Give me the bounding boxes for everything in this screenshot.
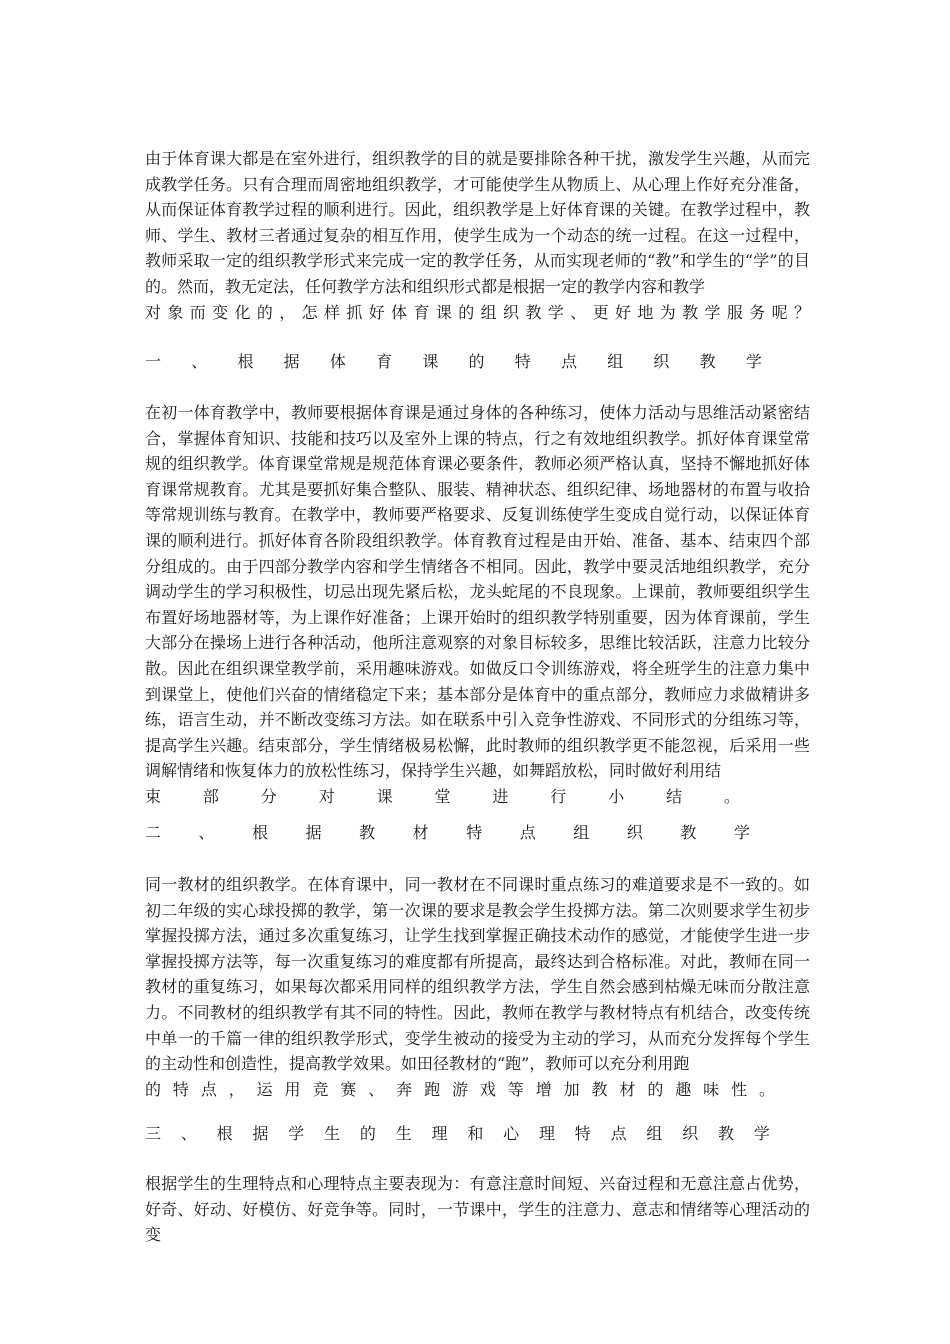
intro-last-line: 对象而变化的，怎样抓好体育课的组织教学、更好地为教学服务呢？: [145, 302, 810, 322]
section-2-text: 同一教材的组织教学。在体育课中，同一教材在不同课时重点练习的难道要求是不一致的。如初二年级的实心球投掷的教学，第一次课的要求是教会学生投掷方法。第二次则要求学生初步掌握投掷方法，通过多次重复练习，让学生找到掌握正确技术动作的感觉，才能使学生进一步掌握投掷方法等，每一次重复练习的难度都有所提高，最终达到合格标准。对此，教师在同一教材的重复练习，如果每次都采用同样的组织教学方法，学生自然会感到枯燥无味而分散注意力。不同教材的组织教学有其不同的特性。因此，教师在教学与教材特点有机结合，改变传统中单一的千篇一律的组织教学形式，变学生被动的接受为主动的学习，从而充分发挥每个学生的主动性和创造性，提高教学效果。如田径教材的“跑”，教师可以充分利用跑: [145, 875, 810, 1074]
heading-char: 二: [145, 823, 162, 842]
heading-char: 特: [574, 1124, 591, 1143]
section-1-paragraph: [145, 400, 810, 810]
heading-char: 点: [519, 823, 536, 842]
intro-paragraph: [145, 146, 810, 325]
heading-char: 心: [503, 1124, 520, 1143]
section-heading-1: [145, 349, 762, 375]
heading-char: 课: [422, 352, 439, 371]
heading-char: 组: [607, 352, 624, 371]
heading-char: 、: [198, 823, 215, 842]
heading-char: 点: [610, 1124, 627, 1143]
heading-char: 的: [359, 1124, 376, 1143]
heading-char: 育: [376, 352, 393, 371]
section-3-paragraph: [145, 1171, 810, 1248]
heading-char: 三: [145, 1124, 162, 1143]
heading-char: 学: [753, 1124, 770, 1143]
heading-char: 理: [431, 1124, 448, 1143]
heading-char: 组: [573, 823, 590, 842]
heading-char: 据: [283, 352, 300, 371]
heading-char: 教: [359, 823, 376, 842]
heading-char: 根: [252, 823, 269, 842]
heading-char: 学: [288, 1124, 305, 1143]
heading-char: 特: [466, 823, 483, 842]
heading-char: 教: [699, 352, 716, 371]
heading-char: 生: [324, 1124, 341, 1143]
heading-char: 理: [538, 1124, 555, 1143]
heading-char: 教: [680, 823, 697, 842]
heading-char: 一: [145, 352, 162, 371]
intro-text: 由于体育课大都是在室外进行，组织教学的目的就是要排除各种干扰，激发学生兴趣，从而完成教学任务。只有合理而周密地组织教学，才可能使学生从物质上、从心理上作好充分准备，从而保证体育教学过程的顺利进行。因此，组织教学是上好体育课的关键。在教学过程中，教师、学生、教材三者通过复杂的相互作用，使学生成为一个动态的统一过程。在这一过程中，教师采取一定的组织教学形式来完成一定的教学任务，从而实现老师的“教”和学生的“学”的目的。然而，教无定法，任何教学方法和组织形式都是根据一定的教学内容和教学: [145, 149, 810, 296]
heading-char: 的: [468, 352, 485, 371]
heading-char: 和: [467, 1124, 484, 1143]
section-heading-3: [145, 1121, 770, 1147]
heading-char: 织: [626, 823, 643, 842]
heading-char: 据: [305, 823, 322, 842]
section-2-last-line: 的特点，运用竞赛、奔跑游戏等增加教材的趣味性。: [145, 1079, 775, 1099]
heading-char: 根: [216, 1124, 233, 1143]
heading-char: 特: [514, 352, 531, 371]
heading-char: 织: [653, 352, 670, 371]
heading-char: 材: [412, 823, 429, 842]
heading-char: 据: [252, 1124, 269, 1143]
heading-char: 生: [395, 1124, 412, 1143]
heading-char: 学: [733, 823, 750, 842]
section-1-text: 在初一体育教学中，教师要根据体育课是通过身体的各种练习，使体力活动与思维活动紧密结合，掌握体育知识、技能和技巧以及室外上课的特点，行之有效地组织教学。抓好体育课堂常规的组织教学。体育课堂常规是规范体育课必要条件，教师必须严格认真，坚持不懈地抓好体育课常规教育。尤其是要抓好集合整队、服装、精神状态、组织纪律、场地器材的布置与收拾等常规训练与教育。在教学中，教师要严格要求、反复训练使学生变成自觉行动，以保证体育课的顺利进行。抓好体育各阶段组织教学。体育教育过程是由开始、准备、基本、结束四个部分组成的。由于四部分教学内容和学生情绪各不相同。因此，教学中要灵活地组织教学，充分调动学生的学习积极性，切忌出现先紧后松，龙头蛇尾的不良现象。上课前，教师要组织学生布置好场地器材等，为上课作好准备；上课开始时的组织教学特别重要，因为体育课前，学生大部分在操场上进行各种活动，他所注意观察的对象目标较多，思维比较活跃，注意力比较分散。因此在组织课堂教学前，采用趣味游戏。如做反口令训练游戏，将全班学生的注意力集中到课堂上，使他们兴奋的情绪稳定下来；基本部分是体育中的重点部分，教师应力求做精讲多练，语言生动，并不断改变练习方法。如在联系中引入竞争性游戏、不同形式的分组练习等，提高学生兴趣。结束部分，学生情绪极易松懈，此时教师的组织教学更不能忽视，后采用一些调解情绪和恢复体力的放松性练习，保持学生兴趣，如舞蹈放松，同时做好利用结: [145, 403, 810, 781]
section-1-last-line: 束部分对课堂进行小结。: [145, 786, 740, 806]
heading-char: 、: [180, 1124, 197, 1143]
heading-char: 学: [745, 352, 762, 371]
heading-char: 组: [646, 1124, 663, 1143]
section-3-text: 根据学生的生理特点和心理特点主要表现为：有意注意时间短、兴奋过程和无意注意占优势，好奇、好动、好模仿、好竞争等。同时，一节课中，学生的注意力、意志和情绪等心理活动的变: [145, 1174, 810, 1245]
section-2-paragraph: [145, 872, 810, 1102]
heading-char: 教: [718, 1124, 735, 1143]
heading-char: 点: [560, 352, 577, 371]
heading-char: 织: [682, 1124, 699, 1143]
heading-char: 、: [191, 352, 208, 371]
section-heading-2: [145, 820, 750, 846]
heading-char: 体: [329, 352, 346, 371]
heading-char: 根: [237, 352, 254, 371]
